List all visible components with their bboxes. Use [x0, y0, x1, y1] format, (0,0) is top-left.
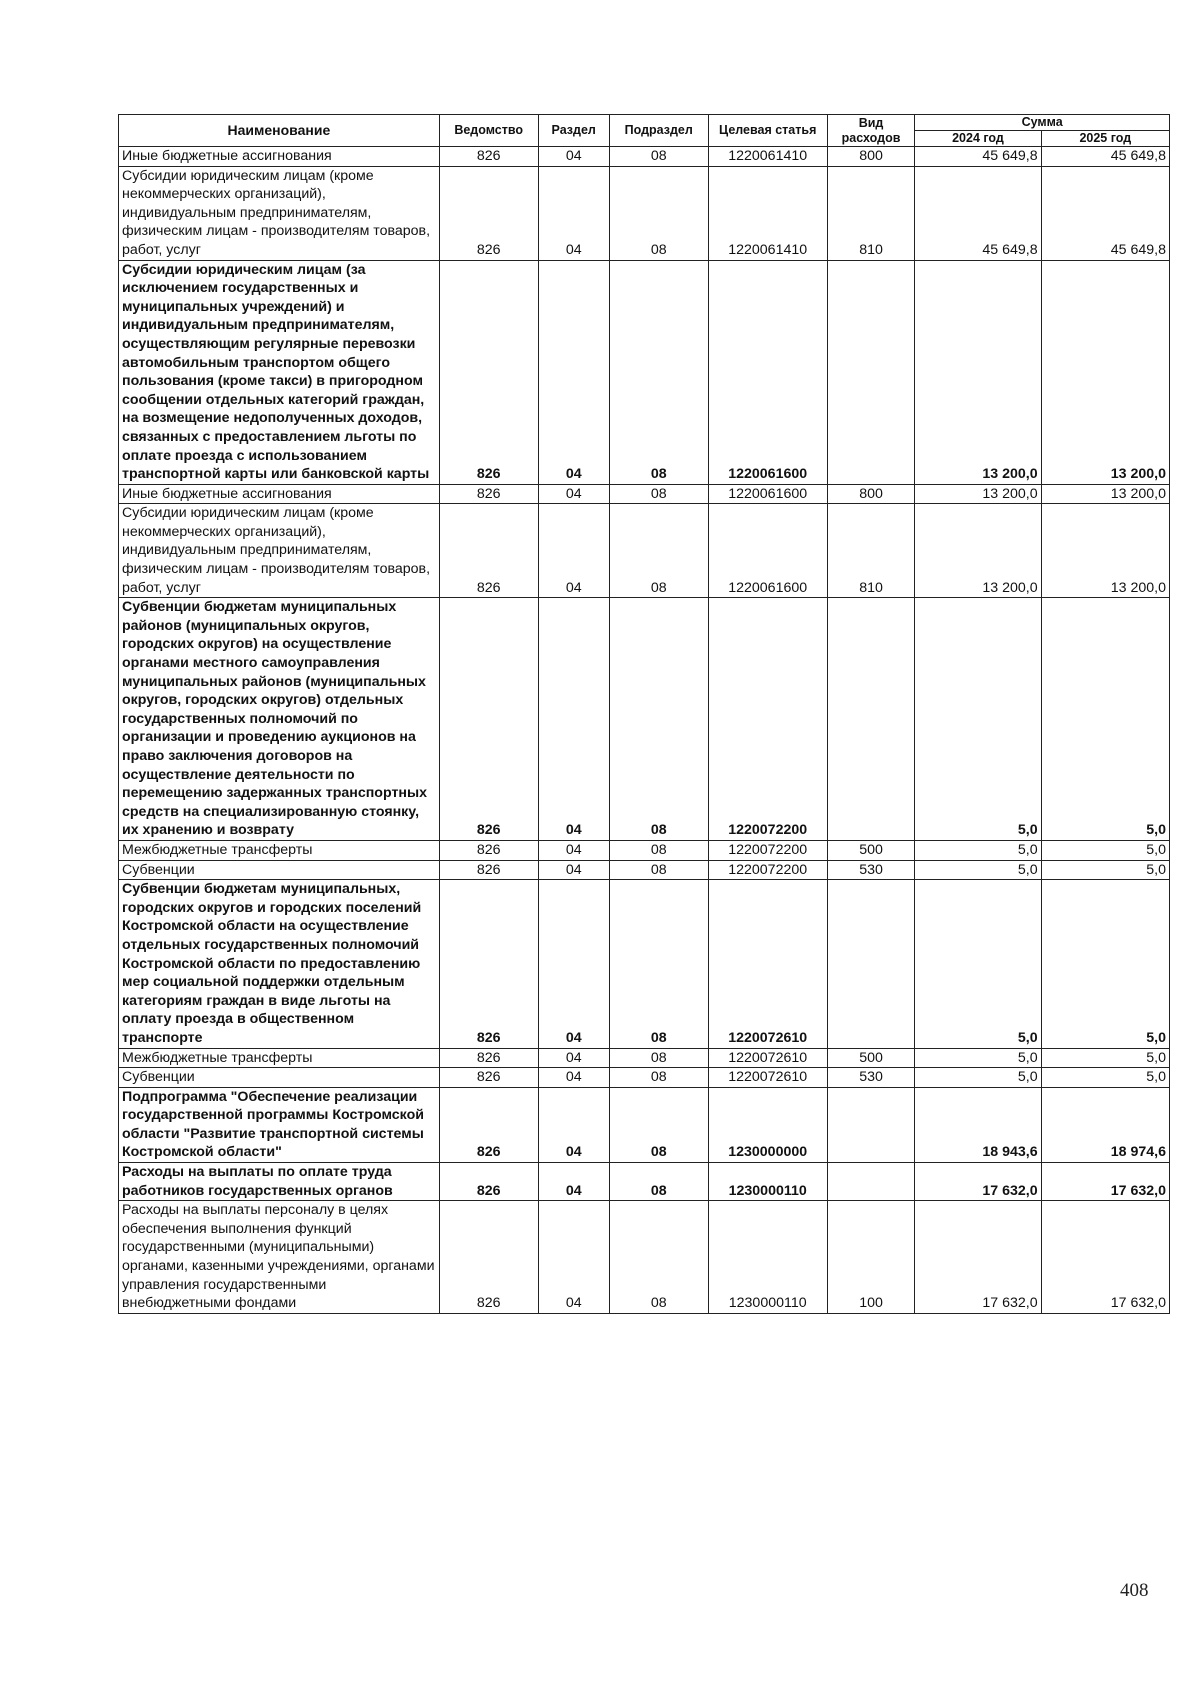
- cell-expense-type: 500: [827, 1048, 915, 1068]
- cell-target-item: 1220061600: [708, 484, 827, 504]
- cell-subsection: 08: [609, 1163, 708, 1201]
- cell-section: 04: [538, 598, 609, 841]
- cell-department: 826: [439, 504, 538, 598]
- cell-expense-type: 530: [827, 1068, 915, 1088]
- cell-section: 04: [538, 1201, 609, 1314]
- cell-name: Субвенции: [119, 1068, 440, 1088]
- cell-name: Межбюджетные трансферты: [119, 840, 440, 860]
- cell-target-item: 1220061600: [708, 260, 827, 484]
- page-number: 408: [1120, 1580, 1149, 1601]
- cell-section: 04: [538, 147, 609, 167]
- cell-sum-2024: 13 200,0: [915, 504, 1041, 598]
- header-name: Наименование: [119, 115, 440, 147]
- cell-expense-type: [827, 1087, 915, 1162]
- cell-subsection: 08: [609, 260, 708, 484]
- table-row: [119, 1087, 1170, 1162]
- cell-target-item: 1220061600: [708, 504, 827, 598]
- cell-department: 826: [439, 1163, 538, 1201]
- cell-target-item: 1220072610: [708, 1068, 827, 1088]
- cell-department: 826: [439, 1068, 538, 1088]
- cell-name: Субсидии юридическим лицам (кроме некоммерческих организаций), индивидуальным предпринимателям, физическим лицам - производителям товаров, работ, услуг: [119, 166, 440, 260]
- table-row: [119, 484, 1170, 504]
- cell-name: Подпрограмма "Обеспечение реализации государственной программы Костромской области "Развитие транспортной системы Костромской области": [119, 1087, 440, 1162]
- cell-subsection: 08: [609, 1068, 708, 1088]
- cell-sum-2025: 5,0: [1041, 598, 1169, 841]
- cell-department: 826: [439, 1087, 538, 1162]
- cell-section: 04: [538, 860, 609, 880]
- cell-expense-type: 800: [827, 147, 915, 167]
- cell-section: 04: [538, 1087, 609, 1162]
- table-body: [119, 147, 1170, 1314]
- table-row: [119, 1201, 1170, 1314]
- cell-sum-2024: 5,0: [915, 880, 1041, 1048]
- cell-target-item: 1230000110: [708, 1201, 827, 1314]
- cell-sum-2024: 5,0: [915, 598, 1041, 841]
- cell-subsection: 08: [609, 147, 708, 167]
- cell-target-item: 1220072200: [708, 840, 827, 860]
- cell-subsection: 08: [609, 166, 708, 260]
- cell-target-item: 1230000110: [708, 1163, 827, 1201]
- cell-sum-2024: 13 200,0: [915, 260, 1041, 484]
- header-section: Раздел: [538, 115, 609, 147]
- cell-section: 04: [538, 504, 609, 598]
- cell-sum-2024: 17 632,0: [915, 1163, 1041, 1201]
- table-row: [119, 166, 1170, 260]
- header-department: Ведомство: [439, 115, 538, 147]
- cell-sum-2025: 13 200,0: [1041, 260, 1169, 484]
- cell-sum-2024: 45 649,8: [915, 166, 1041, 260]
- header-sum: Сумма: [915, 115, 1170, 131]
- cell-sum-2024: 13 200,0: [915, 484, 1041, 504]
- cell-subsection: 08: [609, 1048, 708, 1068]
- cell-sum-2024: 5,0: [915, 1048, 1041, 1068]
- cell-sum-2025: 18 974,6: [1041, 1087, 1169, 1162]
- table-row: [119, 147, 1170, 167]
- cell-section: 04: [538, 166, 609, 260]
- cell-subsection: 08: [609, 1201, 708, 1314]
- cell-expense-type: [827, 1163, 915, 1201]
- cell-subsection: 08: [609, 484, 708, 504]
- table-row: [119, 1068, 1170, 1088]
- header-year-2025: 2025 год: [1041, 131, 1169, 147]
- cell-sum-2024: 5,0: [915, 1068, 1041, 1088]
- cell-expense-type: 100: [827, 1201, 915, 1314]
- cell-target-item: 1220072610: [708, 880, 827, 1048]
- cell-sum-2025: 5,0: [1041, 840, 1169, 860]
- table-row: [119, 504, 1170, 598]
- table-row: [119, 598, 1170, 841]
- cell-expense-type: [827, 880, 915, 1048]
- cell-department: 826: [439, 147, 538, 167]
- cell-name: Субвенции бюджетам муниципальных, городских округов и городских поселений Костромской области на осуществление отдельных государственных полномочий Костромской области по предоставлению мер социальной поддержки отдельным категориям граждан в виде льготы на оплату проезда в общественном транспорте: [119, 880, 440, 1048]
- cell-section: 04: [538, 1163, 609, 1201]
- cell-expense-type: 810: [827, 504, 915, 598]
- cell-sum-2025: 17 632,0: [1041, 1163, 1169, 1201]
- cell-sum-2024: 17 632,0: [915, 1201, 1041, 1314]
- cell-expense-type: [827, 260, 915, 484]
- cell-target-item: 1230000000: [708, 1087, 827, 1162]
- cell-name: Расходы на выплаты по оплате труда работников государственных органов: [119, 1163, 440, 1201]
- budget-table: [118, 114, 1170, 1314]
- cell-sum-2025: 13 200,0: [1041, 484, 1169, 504]
- header-year-2024: 2024 год: [915, 131, 1041, 147]
- cell-subsection: 08: [609, 880, 708, 1048]
- cell-name: Субсидии юридическим лицам (за исключением государственных и муниципальных учреждений) и индивидуальным предпринимателям, осуществляющим регулярные перевозки автомобильным транспортом общего пользования (кроме такси) в пригородном сообщении отдельных категорий граждан, на возмещение недополученных доходов, связанных с предоставлением льготы по оплате проезда с использованием транспортной карты или банковской карты: [119, 260, 440, 484]
- cell-sum-2025: 5,0: [1041, 1068, 1169, 1088]
- table-row: [119, 1048, 1170, 1068]
- cell-name: Межбюджетные трансферты: [119, 1048, 440, 1068]
- cell-sum-2024: 45 649,8: [915, 147, 1041, 167]
- cell-target-item: 1220061410: [708, 166, 827, 260]
- table-row: [119, 860, 1170, 880]
- cell-name: Иные бюджетные ассигнования: [119, 147, 440, 167]
- cell-department: 826: [439, 1048, 538, 1068]
- cell-expense-type: 810: [827, 166, 915, 260]
- table-row: [119, 260, 1170, 484]
- header-target-item: Целевая статья: [708, 115, 827, 147]
- cell-expense-type: 530: [827, 860, 915, 880]
- cell-name: Субвенции бюджетам муниципальных районов (муниципальных округов, городских округов) на осуществление органами местного самоуправления муниципальных районов (муниципальных округов, городских округов) отдельных государственных полномочий по организации и проведению аукционов на право заключения договоров на осуществление деятельности по перемещению задержанных транспортных средств на специализированную стоянку, их хранению и возврату: [119, 598, 440, 841]
- cell-sum-2025: 5,0: [1041, 860, 1169, 880]
- cell-name: Субсидии юридическим лицам (кроме некоммерческих организаций), индивидуальным предпринимателям, физическим лицам - производителям товаров, работ, услуг: [119, 504, 440, 598]
- cell-sum-2025: 17 632,0: [1041, 1201, 1169, 1314]
- cell-section: 04: [538, 260, 609, 484]
- cell-section: 04: [538, 1048, 609, 1068]
- cell-department: 826: [439, 260, 538, 484]
- cell-department: 826: [439, 166, 538, 260]
- cell-target-item: 1220072200: [708, 598, 827, 841]
- cell-expense-type: 500: [827, 840, 915, 860]
- cell-section: 04: [538, 880, 609, 1048]
- cell-department: 826: [439, 1201, 538, 1314]
- cell-target-item: 1220072610: [708, 1048, 827, 1068]
- cell-sum-2025: 5,0: [1041, 1048, 1169, 1068]
- cell-department: 826: [439, 484, 538, 504]
- cell-subsection: 08: [609, 1087, 708, 1162]
- cell-subsection: 08: [609, 504, 708, 598]
- cell-sum-2025: 13 200,0: [1041, 504, 1169, 598]
- table-row: [119, 840, 1170, 860]
- cell-subsection: 08: [609, 840, 708, 860]
- cell-section: 04: [538, 1068, 609, 1088]
- cell-sum-2025: 5,0: [1041, 880, 1169, 1048]
- header-expense-type: Вид расходов: [827, 115, 915, 147]
- cell-subsection: 08: [609, 598, 708, 841]
- cell-expense-type: 800: [827, 484, 915, 504]
- cell-sum-2024: 5,0: [915, 840, 1041, 860]
- cell-target-item: 1220061410: [708, 147, 827, 167]
- cell-section: 04: [538, 840, 609, 860]
- cell-expense-type: [827, 598, 915, 841]
- cell-department: 826: [439, 880, 538, 1048]
- table-row: [119, 1163, 1170, 1201]
- cell-department: 826: [439, 840, 538, 860]
- cell-subsection: 08: [609, 860, 708, 880]
- cell-sum-2024: 5,0: [915, 860, 1041, 880]
- cell-section: 04: [538, 484, 609, 504]
- cell-department: 826: [439, 598, 538, 841]
- budget-table-container: [118, 114, 1170, 1314]
- cell-sum-2025: 45 649,8: [1041, 147, 1169, 167]
- cell-name: Расходы на выплаты персоналу в целях обеспечения выполнения функций государственными (муниципальными) органами, казенными учреждениями, органами управления государственными внебюджетными фондами: [119, 1201, 440, 1314]
- header-subsection: Подраздел: [609, 115, 708, 147]
- cell-name: Иные бюджетные ассигнования: [119, 484, 440, 504]
- cell-target-item: 1220072200: [708, 860, 827, 880]
- table-row: [119, 880, 1170, 1048]
- cell-sum-2025: 45 649,8: [1041, 166, 1169, 260]
- cell-sum-2024: 18 943,6: [915, 1087, 1041, 1162]
- cell-name: Субвенции: [119, 860, 440, 880]
- cell-department: 826: [439, 860, 538, 880]
